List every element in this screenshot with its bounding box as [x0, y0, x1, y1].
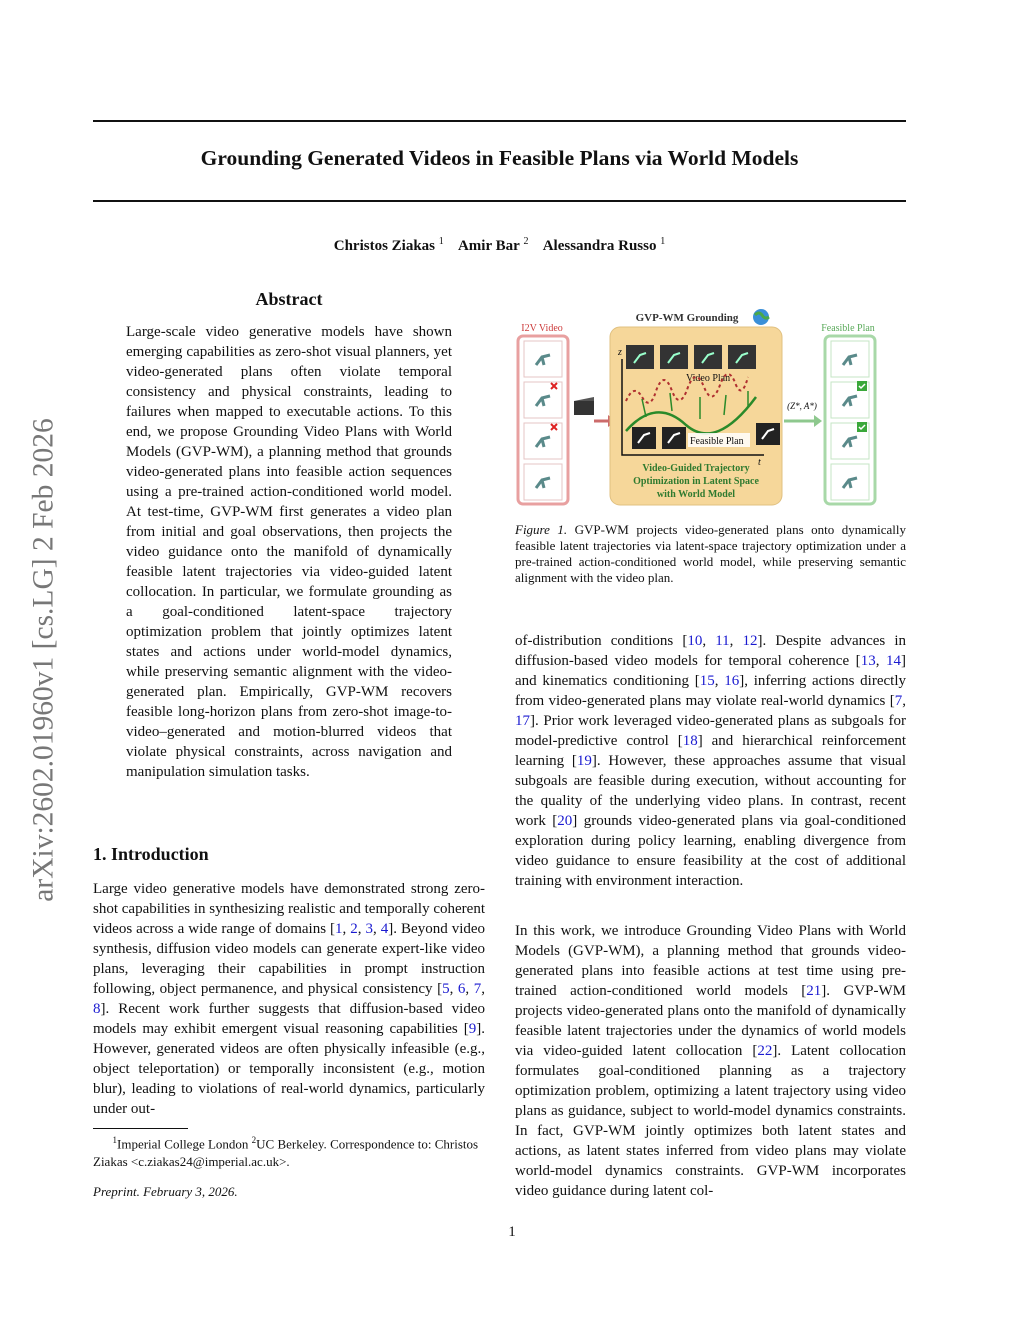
- citation-link[interactable]: 1: [335, 921, 343, 937]
- citation-link[interactable]: 16: [724, 673, 740, 689]
- citation-link[interactable]: 8: [93, 1001, 101, 1017]
- clapperboard-icon: [574, 401, 594, 415]
- intro-paragraph-3: In this work, we introduce Grounding Video Plans with World Models (GVP-WM), a planning method that grounds video-generated plans into feasible actions at test time using pre-trained action-conditioned world models [21]. GVP-WM projects video-generated plans onto the manifold of dynamically feasible latent trajectories under the dynamics of world models via video-guided latent collocation [22]. Latent collocation formulates goal-conditioned planning as a trajectory optimization problem, optimizing a latent trajectory using video plans as guidance, subject to world-model dynamics constraints. In fact, GVP-WM jointly optimizes both latent states and actions, as latent states inferred from video plans may violate world-model dynamics constraints. GVP-WM incorporates video guidance during latent col-: [515, 923, 906, 1199]
- figure-caption-label: Figure 1.: [515, 522, 568, 537]
- figure-caption-text: GVP-WM projects video-generated plans onto dynamically feasible latent trajectories via latent-space trajectory optimization under a pre-trained action-conditioned world model, while preserving semantic alignment with the video plan.: [515, 522, 907, 585]
- citation-link[interactable]: 22: [757, 1043, 773, 1059]
- citation-link[interactable]: 3: [365, 921, 374, 937]
- citation-link[interactable]: 5: [442, 981, 450, 997]
- i2v-video-label: I2V Video: [521, 323, 563, 334]
- box-caption-line2: Optimization in Latent Space: [633, 476, 759, 487]
- paper-title: Grounding Generated Videos in Feasible Plans via World Models: [200, 146, 799, 170]
- citation-link[interactable]: 11: [715, 633, 730, 649]
- author-name: Christos Ziakas: [333, 238, 436, 254]
- figure-caption: [515, 522, 906, 586]
- author-list: [93, 236, 906, 255]
- abstract-text: Large-scale video generative models have shown emerging capabilities as zero-shot visual planners, yet video-generated plans often violate temporal consistency and physical constraints, leading to failures when mapped to executable actions. To this end, we propose Grounding Video Plans with World Models (GVP-WM), a planning method that grounds video-generated plans into feasible action sequences using a pre-trained action-conditioned world model. At test-time, GVP-WM first generates a video plan from initial and goal observations, then projects the video guidance onto the manifold of dynamically feasible latent trajectories via video-guided latent collocation. In particular, we formulate grounding as a goal-conditioned latent-space trajectory optimization problem that jointly optimizes latent states and actions under world-model dynamics, while preserving semantic alignment with the video-generated plan. Empirically, GVP-WM recovers feasible long-horizon plans from zero-shot image-to-video–generated and motion-blurred videos that violate physical constraints, across navigation and manipulation simulation tasks.: [126, 324, 452, 780]
- citation-link[interactable]: 12: [742, 633, 758, 649]
- citation-link[interactable]: 21: [806, 983, 822, 999]
- title-top-rule: [93, 120, 906, 122]
- abstract-heading: Abstract: [255, 289, 323, 309]
- author-name: Amir Bar: [457, 238, 520, 254]
- citation-link[interactable]: 15: [699, 673, 715, 689]
- axis-t-label: t: [758, 457, 761, 468]
- author-name: Alessandra Russo: [542, 238, 657, 254]
- feasible-plan-inner-label: Feasible Plan: [690, 436, 744, 447]
- feasible-plan-column-label: Feasible Plan: [821, 323, 875, 334]
- citation-link[interactable]: 9: [468, 1021, 477, 1037]
- citation-link[interactable]: 6: [457, 981, 466, 997]
- citation-link[interactable]: 18: [682, 733, 698, 749]
- intro-paragraph-1: Large video generative models have demonstrated strong zero-shot capabilities in synthesizing realistic and temporally coherent videos across a wide range of domains [1, 2, 3, 4]. Beyond video synthesis, diffusion video models can generate expert-like video plans, leveraging their capabilities in prompt instruction following, object permanence, and physical consistency [5, 6, 7, 8]. Recent work further suggests that diffusion-based video models may exhibit emergent visual reasoning capabilities [9]. However, generated videos are often physically infeasible (e.g., object teleportation) or temporally inconsistent (e.g., motion blur), leading to violations of real-world dynamics, particularly under out-: [93, 881, 486, 1117]
- footnote-rule: [93, 1128, 188, 1129]
- author-affil: 1: [438, 236, 444, 247]
- grounding-label: GVP-WM Grounding: [635, 312, 739, 324]
- author-affil: 1: [660, 236, 666, 247]
- citation-link[interactable]: 13: [860, 653, 876, 669]
- video-plan-label: Video Plan: [686, 373, 731, 384]
- footnote-correspondence: Correspondence to: Christos Ziakas <c.ziakas24@imperial.ac.uk>.: [93, 1136, 479, 1170]
- citation-link[interactable]: 10: [687, 633, 703, 649]
- footnote-affil-1: Imperial College London: [117, 1136, 249, 1152]
- box-caption-line3: with World Model: [656, 489, 736, 500]
- arxiv-identifier: arXiv:2602.01960v1 [cs.LG] 2 Feb 2026: [27, 418, 60, 902]
- citation-link[interactable]: 14: [886, 653, 902, 669]
- title-bottom-rule: [93, 200, 906, 202]
- citation-link[interactable]: 20: [557, 813, 573, 829]
- footnote: $^1$Imperial College London $^2$UC Berkeley. Correspondence to: Christos Ziakas <c.ziakas24@imperial.ac.uk>.: [93, 1135, 479, 1170]
- citation-link[interactable]: 4: [380, 921, 389, 937]
- axis-z-label: z: [618, 347, 622, 358]
- citation-link[interactable]: 17: [515, 713, 530, 729]
- citation-link[interactable]: 19: [576, 753, 592, 769]
- author-affil: 2: [523, 236, 529, 247]
- preprint-note: Preprint. February 3, 2026.: [93, 1184, 238, 1199]
- output-label: (Z*, A*): [787, 401, 817, 411]
- figure-1: [512, 303, 906, 513]
- page-number: 1: [508, 1224, 516, 1240]
- intro-paragraph-2: of-distribution conditions [10, 11, 12]. Despite advances in diffusion-based video models for temporal coherence [13, 14] and kinematics conditioning [15, 16], inferring actions directly from video-generated plans may violate real-world dynamics [7, 17]. Prior work leveraged video-generated plans as subgoals for model-predictive control [18] and hierarchical reinforcement learning [19]. However, these approaches assume that visual subgoals are feasible during execution, without accounting for the quality of the underlying video plans. In contrast, recent work [20] grounds video-generated plans via goal-conditioned exploration during policy learning, enabling divergence from video guidance to ensure feasibility at the cost of additional training with environment interaction.: [515, 633, 907, 889]
- citation-link[interactable]: 2: [350, 921, 358, 937]
- section-heading-introduction: 1. Introduction: [93, 844, 209, 864]
- box-caption-line1: Video-Guided Trajectory: [642, 463, 750, 474]
- footnote-affil-2: UC Berkeley.: [256, 1136, 327, 1152]
- citation-link[interactable]: 7: [894, 693, 903, 709]
- citation-link[interactable]: 7: [473, 981, 482, 997]
